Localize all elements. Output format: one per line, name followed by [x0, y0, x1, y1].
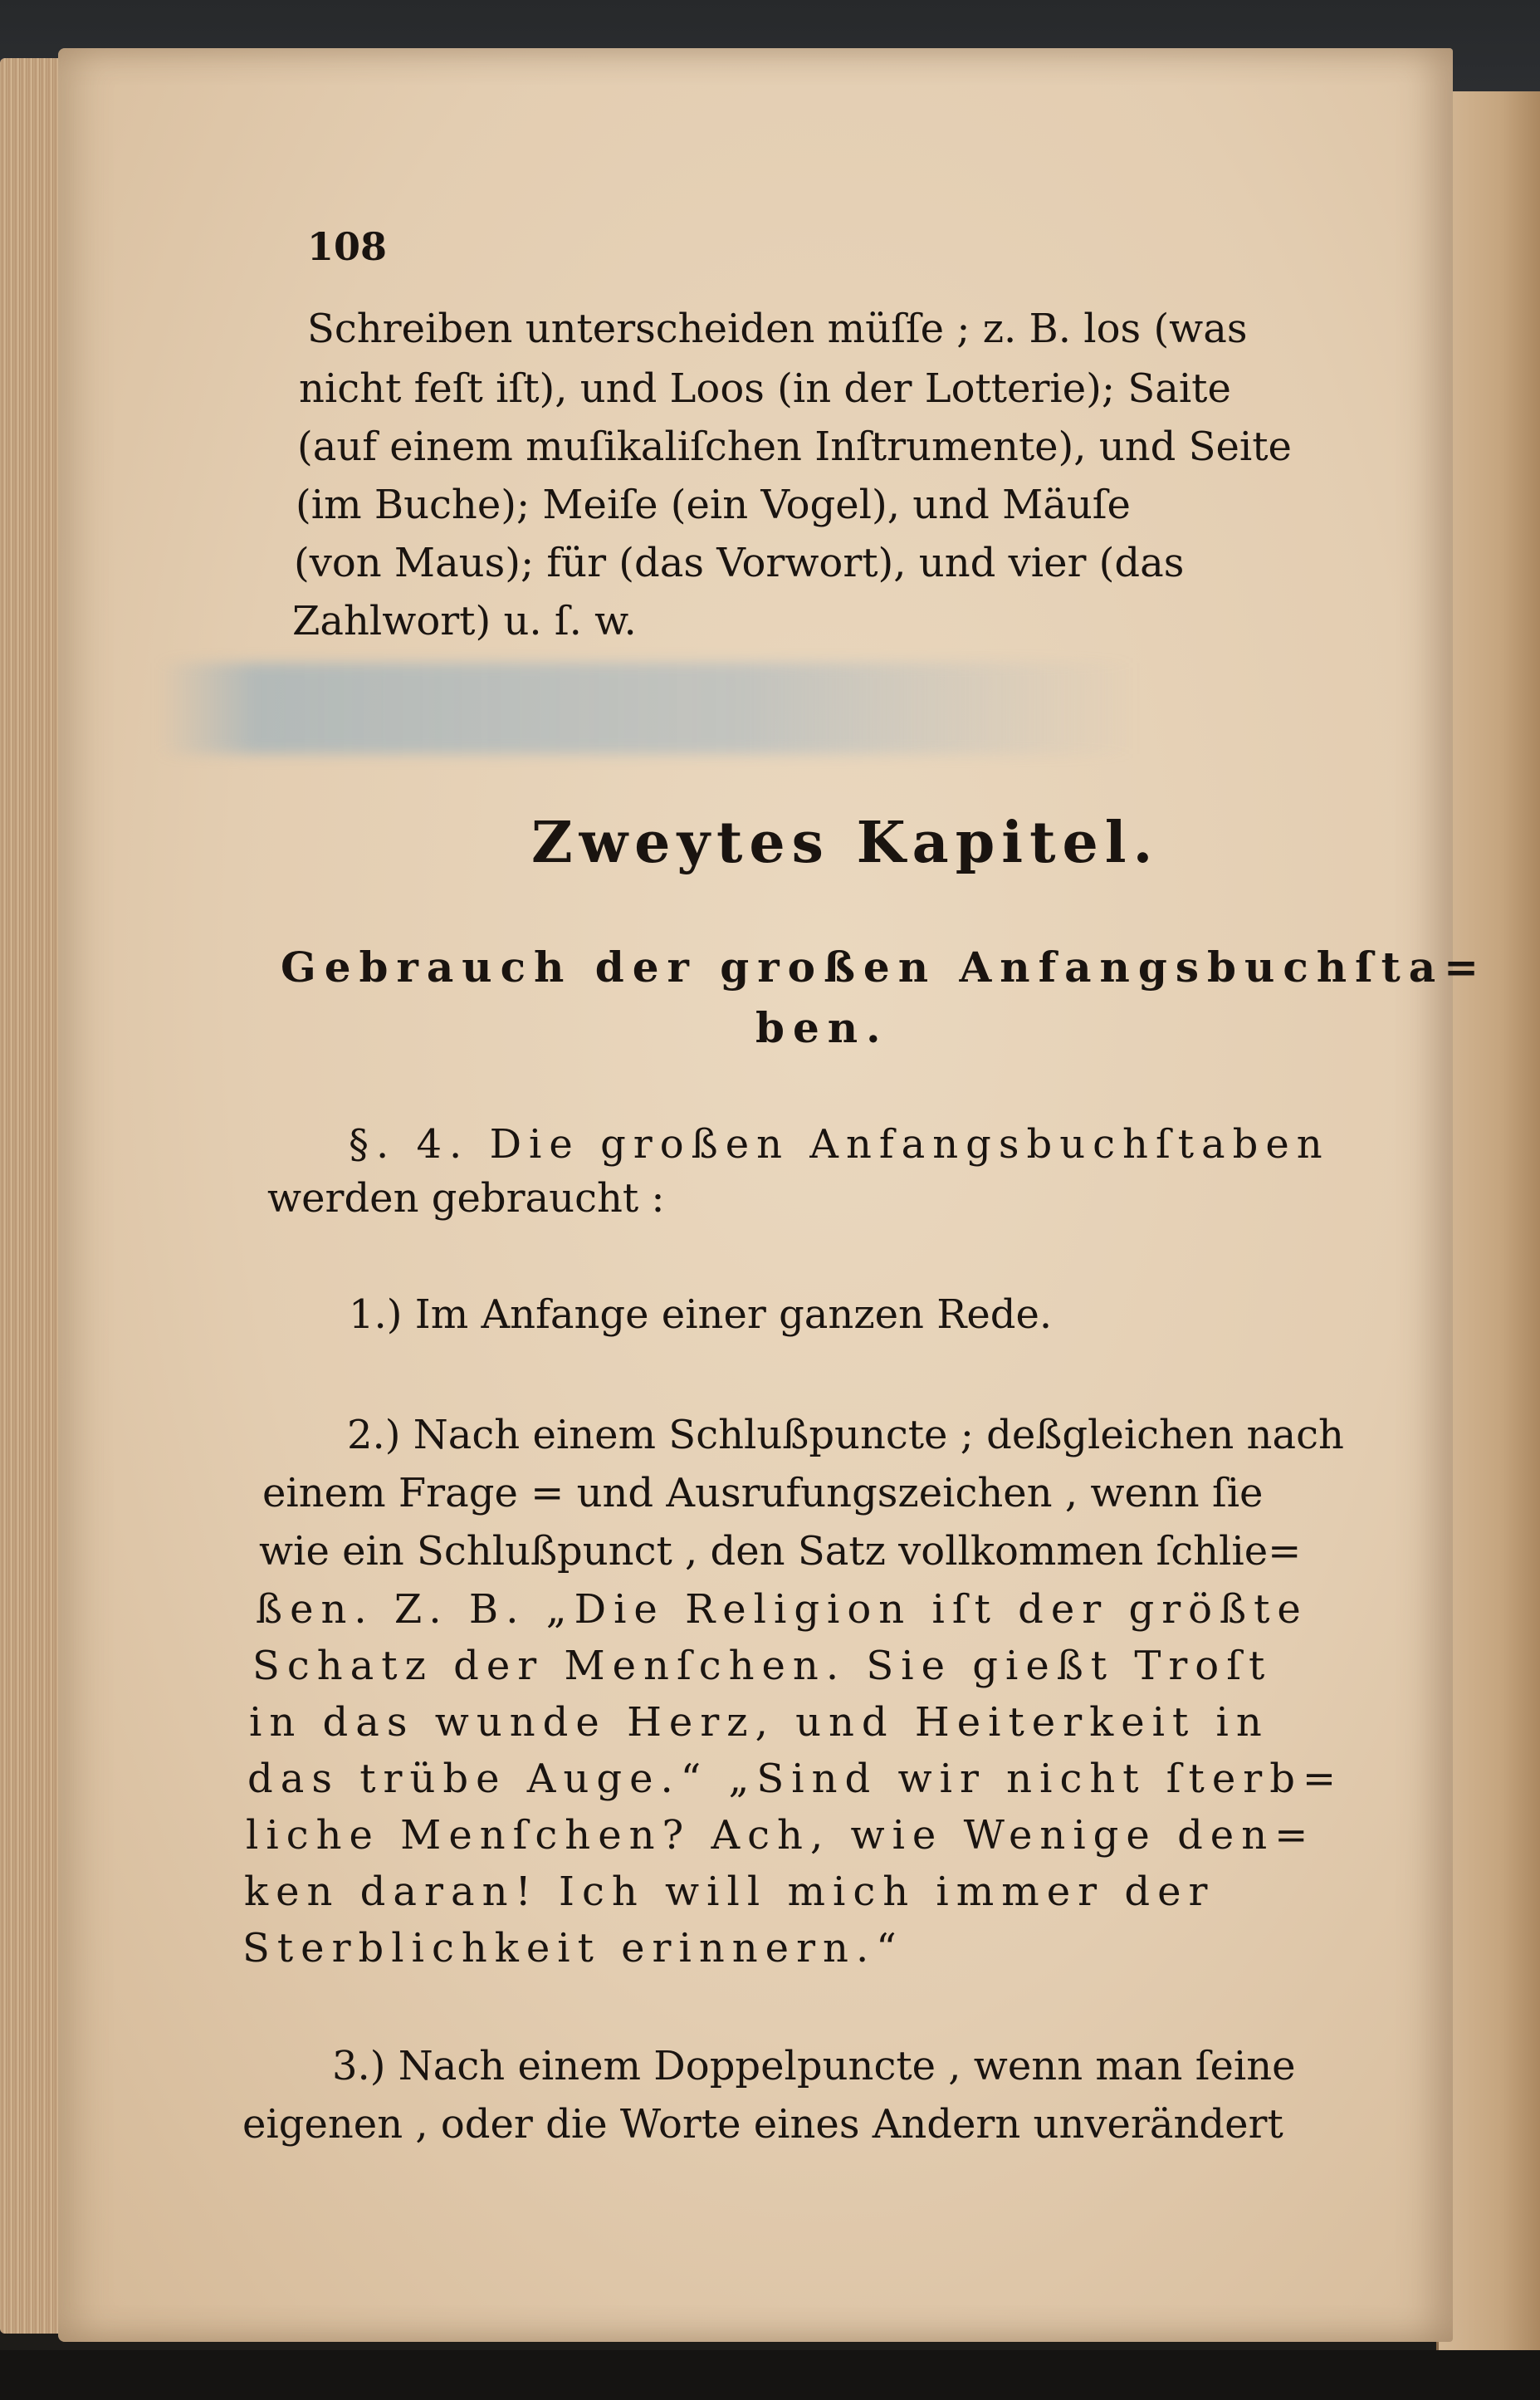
list-item-line: ken daran! Ich will mich immer der	[244, 1869, 1215, 1915]
list-item-line: liche Menſchen? Ach, wie Wenige den=	[246, 1812, 1316, 1859]
chapter-title: Zweytes Kapitel.	[531, 810, 1160, 876]
section-heading: §. 4. Die großen Anfangsbuchſtaben	[349, 1121, 1330, 1168]
list-item-line: in das wunde Herz, und Heiterkeit in	[249, 1699, 1269, 1746]
paragraph-line: Zahlwort) u. ſ. w.	[292, 598, 637, 644]
section-heading-cont: werden gebraucht :	[267, 1175, 665, 1222]
list-item-line: eigenen , oder die Worte eines Andern unverändert	[242, 2101, 1283, 2148]
list-item-line: Schatz der Menſchen. Sie gießt Troſt	[252, 1643, 1273, 1689]
list-item-line: 3.) Nach einem Doppelpuncte , wenn man ſeine	[332, 2043, 1296, 2089]
list-item: 1.) Im Anfange einer ganzen Rede.	[349, 1291, 1053, 1338]
chapter-subtitle-cont: ben.	[755, 1003, 889, 1052]
water-stain	[158, 663, 1137, 754]
page-number: 108	[307, 224, 388, 269]
list-item-line: ßen. Z. B. „Die Religion iſt der größte	[256, 1586, 1308, 1633]
paragraph-line: nicht feſt iſt), und Loos (in der Lotterie); Saite	[299, 365, 1231, 412]
paragraph-line: (auf einem muſikaliſchen Inſtrumente), und Seite	[297, 424, 1292, 470]
chapter-subtitle: Gebrauch der großen Anfangsbuchſta=	[281, 943, 1488, 992]
list-item-line: Sterblichkeit erinnern.“	[242, 1925, 904, 1971]
paragraph-line: (im Buche); Meiſe (ein Vogel), und Mäuſe	[296, 482, 1131, 528]
list-item-line: einem Frage = und Ausrufungszeichen , wenn ſie	[262, 1470, 1264, 1516]
list-item-line: 2.) Nach einem Schlußpuncte ; deßgleichen nach	[347, 1412, 1344, 1458]
paragraph-line: Schreiben unterscheiden müſſe ; z. B. los (was	[307, 306, 1248, 352]
paragraph-line: (von Maus); für (das Vorwort), und vier (das	[294, 540, 1185, 586]
background-bottom	[0, 2350, 1540, 2400]
list-item-line: wie ein Schlußpunct , den Satz vollkommen ſchlie=	[259, 1528, 1302, 1575]
list-item-line: das trübe Auge.“ „Sind wir nicht ſterb=	[247, 1756, 1344, 1802]
